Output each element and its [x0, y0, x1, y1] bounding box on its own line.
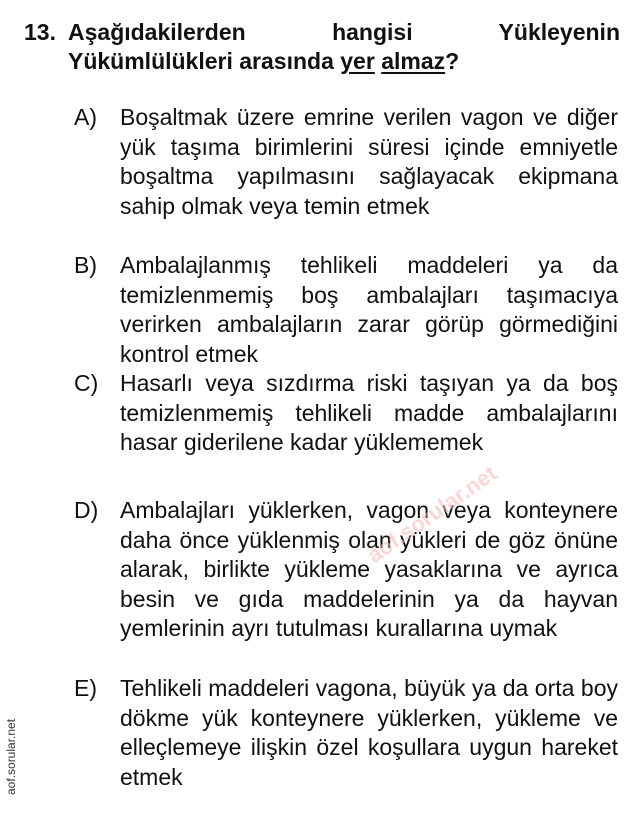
option-letter: D) [74, 497, 99, 523]
option-text: Ambalajları yüklerken, vagon veya konteynere daha önce yüklenmiş olan yükleri de göz önüne alarak, birlikte yükleme yasaklarına ve ayrıca besin ve gıda maddelerinin ya da hayvan yemlerinin ayrı tutulması kurallarına uymak [120, 497, 618, 641]
question-number: 13. [24, 19, 56, 45]
option-text: Tehlikeli maddeleri vagona, büyük ya da orta boy dökme yük konteynere yüklerken, yükleme ve elleçlemeye ilişkin özel koşullara uygun hareket etmek [120, 675, 618, 790]
option-a[interactable] [74, 103, 618, 221]
question-line-2: Yükümlülükleri arasında yer almaz? [68, 48, 460, 74]
option-letter: C) [74, 370, 99, 396]
underlined-word-almaz: almaz [381, 48, 446, 74]
option-letter: B) [74, 252, 97, 278]
question-line-1: Aşağıdakilerden hangisi Yükleyenin [68, 19, 620, 45]
option-c[interactable] [74, 369, 618, 458]
option-text: Boşaltmak üzere emrine verilen vagon ve diğer yük taşıma birimlerini süresi içinde emniyetle boşaltma yapılmasını sağlayacak ekipmana sahip olmak veya temin etmek [120, 104, 618, 219]
option-letter: A) [74, 104, 97, 130]
underlined-word-yer: yer [340, 48, 375, 74]
watermark: aof.sorular.net [362, 460, 502, 568]
side-watermark: aof.sorular.net [4, 718, 18, 795]
option-e[interactable] [74, 674, 618, 792]
option-letter: E) [74, 675, 97, 701]
question-text [68, 18, 620, 76]
option-text: Hasarlı veya sızdırma riski taşıyan ya da boş temizlenmemiş tehlikeli madde ambalajlarını hasar giderilene kadar yüklememek [120, 370, 618, 455]
option-d[interactable] [74, 496, 618, 644]
option-text: Ambalajlanmış tehlikeli maddeleri ya da temizlenmemiş boş ambalajları taşımacıya verirken ambalajların zarar görüp görmediğini kontrol etmek [120, 252, 618, 367]
question [24, 18, 620, 76]
option-b[interactable] [74, 251, 618, 369]
